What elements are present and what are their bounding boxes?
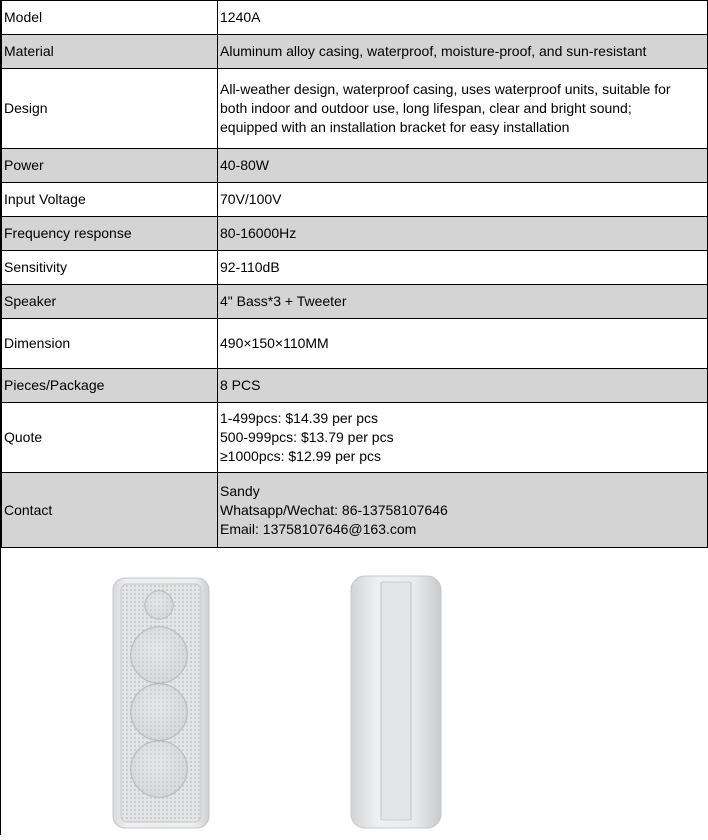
row-pieces-package: [2, 369, 708, 403]
row-value: 40-80W: [218, 149, 708, 183]
row-label: Model: [2, 1, 218, 35]
row-label: Sensitivity: [2, 251, 218, 285]
row-value: 1-499pcs: $14.39 per pcs 500-999pcs: $13.79 per pcs ≥1000pcs: $12.99 per pcs: [218, 403, 708, 473]
row-value: 80-16000Hz: [218, 217, 708, 251]
spec-table: [1, 0, 708, 548]
row-value: Aluminum alloy casing, waterproof, moisture-proof, and sun-resistant: [218, 35, 708, 69]
row-label: Quote: [2, 403, 218, 473]
row-design: [2, 69, 708, 149]
row-power: [2, 149, 708, 183]
speaker-side-image: [351, 576, 441, 828]
row-speaker: [2, 285, 708, 319]
speaker-front-image: [113, 578, 209, 828]
row-frequency-response: [2, 217, 708, 251]
row-value: 92-110dB: [218, 251, 708, 285]
row-label: Input Voltage: [2, 183, 218, 217]
product-photos-svg: [1, 548, 708, 835]
row-label: Material: [2, 35, 218, 69]
row-quote: [2, 403, 708, 473]
row-contact: [2, 473, 708, 548]
row-sensitivity: [2, 251, 708, 285]
row-value: 1240A: [218, 1, 708, 35]
product-photos: [1, 547, 708, 835]
row-input-voltage: [2, 183, 708, 217]
row-value: All-weather design, waterproof casing, uses waterproof units, suitable for both indoor and outdoor use, long lifespan, clear and bright sound; equipped with an installation bracket for easy installation: [218, 69, 708, 149]
row-value: 70V/100V: [218, 183, 708, 217]
row-label: Dimension: [2, 319, 218, 369]
row-label: Design: [2, 69, 218, 149]
row-model: [2, 1, 708, 35]
row-material: [2, 35, 708, 69]
row-label: Frequency response: [2, 217, 218, 251]
row-value: Sandy Whatsapp/Wechat: 86-13758107646 Email: 13758107646@163.com: [218, 473, 708, 548]
row-value: 4" Bass*3 + Tweeter: [218, 285, 708, 319]
row-label: Pieces/Package: [2, 369, 218, 403]
row-value: 490×150×110MM: [218, 319, 708, 369]
row-dimension: [2, 319, 708, 369]
row-label: Speaker: [2, 285, 218, 319]
row-value: 8 PCS: [218, 369, 708, 403]
row-label: Power: [2, 149, 218, 183]
row-label: Contact: [2, 473, 218, 548]
